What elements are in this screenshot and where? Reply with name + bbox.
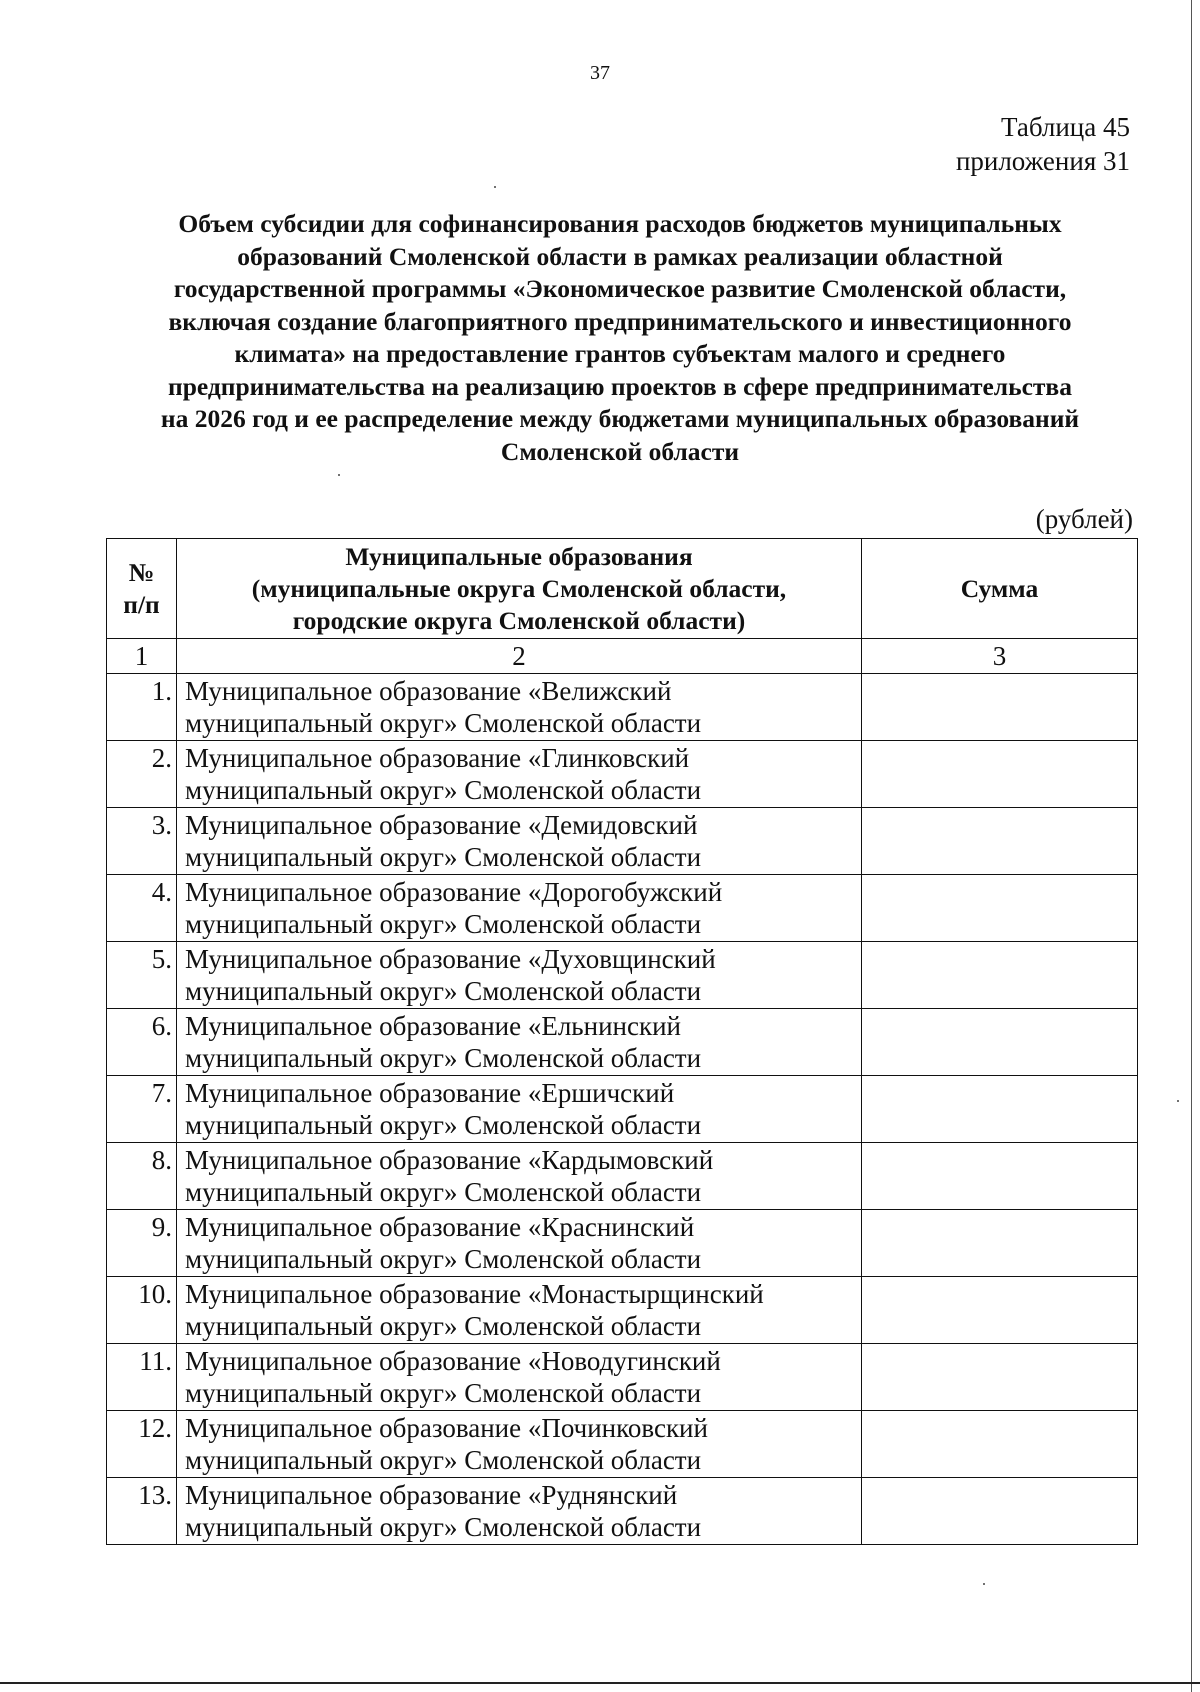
sum-cell: [862, 674, 1138, 741]
table-row: [107, 674, 1138, 741]
title-line: на 2026 год и ее распределение между бюджетами муниципальных образований: [160, 404, 1080, 433]
scan-speck: [1177, 1100, 1179, 1102]
table-row: [107, 1277, 1138, 1344]
header-number: № п/п: [107, 539, 177, 639]
sum-cell: [862, 1344, 1138, 1411]
municipality-name: Муниципальное образование «Новодугинский муниципальный округ» Смоленской области: [177, 1344, 862, 1411]
row-number: 6.: [107, 1009, 177, 1076]
scan-speck: [494, 186, 496, 188]
municipality-name: Муниципальное образование «Ершичский муниципальный округ» Смоленской области: [177, 1076, 862, 1143]
sum-cell: [862, 1210, 1138, 1277]
row-number: 8.: [107, 1143, 177, 1210]
header-sum: Сумма: [862, 539, 1138, 639]
header-municipality: Муниципальные образования (муниципальные округа Смоленской области, городские округа Смоленской области): [177, 539, 862, 639]
column-number: 2: [177, 639, 862, 674]
table-row: [107, 741, 1138, 808]
scan-bottom-edge: [0, 1682, 1200, 1684]
table-row: [107, 1411, 1138, 1478]
sum-cell: [862, 1277, 1138, 1344]
sum-cell: [862, 1076, 1138, 1143]
row-number: 7.: [107, 1076, 177, 1143]
table-row: [107, 1210, 1138, 1277]
table-row: [107, 808, 1138, 875]
table-row: [107, 1076, 1138, 1143]
unit-label: (рублей): [1035, 504, 1133, 534]
row-number: 2.: [107, 741, 177, 808]
municipality-name: Муниципальное образование «Демидовский муниципальный округ» Смоленской области: [177, 808, 862, 875]
sum-cell: [862, 741, 1138, 808]
municipality-name: Муниципальное образование «Ельнинский муниципальный округ» Смоленской области: [177, 1009, 862, 1076]
row-number: 9.: [107, 1210, 177, 1277]
column-number: 1: [107, 639, 177, 674]
scan-edge-line: [1191, 0, 1192, 1692]
column-numbers-row: [107, 639, 1138, 674]
row-number: 3.: [107, 808, 177, 875]
document-title: [100, 208, 1140, 468]
row-number: 5.: [107, 942, 177, 1009]
subsidy-table: [106, 538, 1138, 1545]
row-number: 4.: [107, 875, 177, 942]
municipality-name: Муниципальное образование «Починковский муниципальный округ» Смоленской области: [177, 1411, 862, 1478]
table-row: [107, 942, 1138, 1009]
row-number: 12.: [107, 1411, 177, 1478]
municipality-name: Муниципальное образование «Глинковский муниципальный округ» Смоленской области: [177, 741, 862, 808]
table-reference-number: Таблица 45: [1001, 112, 1130, 142]
row-number: 11.: [107, 1344, 177, 1411]
sum-cell: [862, 1411, 1138, 1478]
title-line: предпринимательства на реализацию проектов в сфере предпринимательства: [168, 371, 1072, 401]
municipality-name: Муниципальное образование «Дорогобужский муниципальный округ» Смоленской области: [177, 875, 862, 942]
column-number: 3: [862, 639, 1138, 674]
scan-speck: [983, 1583, 985, 1585]
row-number: 13.: [107, 1478, 177, 1545]
table-row: [107, 1344, 1138, 1411]
scan-speck: [338, 474, 340, 476]
title-line: климата» на предоставление грантов субъектам малого и среднего: [234, 339, 1006, 368]
title-line: образований Смоленской области в рамках реализации областной: [237, 241, 1003, 271]
municipality-name: Муниципальное образование «Кардымовский муниципальный округ» Смоленской области: [177, 1143, 862, 1210]
municipality-name: Муниципальное образование «Духовщинский муниципальный округ» Смоленской области: [177, 942, 862, 1009]
sum-cell: [862, 1143, 1138, 1210]
municipality-name: Муниципальное образование «Велижский муниципальный округ» Смоленской области: [177, 674, 862, 741]
row-number: 1.: [107, 674, 177, 741]
table-row: [107, 875, 1138, 942]
table-reference: [956, 110, 1130, 178]
sum-cell: [862, 875, 1138, 942]
municipality-name: Муниципальное образование «Руднянский муниципальный округ» Смоленской области: [177, 1478, 862, 1545]
title-line: включая создание благоприятного предпринимательского и инвестиционного: [168, 306, 1072, 336]
municipality-name: Муниципальное образование «Монастырщинский муниципальный округ» Смоленской области: [177, 1277, 862, 1344]
title-line: Объем субсидии для софинансирования расходов бюджетов муниципальных: [178, 209, 1062, 238]
title-line: Смоленской области: [500, 436, 740, 466]
sum-cell: [862, 942, 1138, 1009]
page-number: 37: [590, 62, 610, 84]
sum-cell: [862, 1478, 1138, 1545]
table-row: [107, 1143, 1138, 1210]
table-row: [107, 1478, 1138, 1545]
sum-cell: [862, 808, 1138, 875]
table-header-row: [107, 539, 1138, 639]
table-reference-appendix: приложения 31: [955, 146, 1130, 176]
sum-cell: [862, 1009, 1138, 1076]
table-row: [107, 1009, 1138, 1076]
municipality-name: Муниципальное образование «Краснинский муниципальный округ» Смоленской области: [177, 1210, 862, 1277]
title-line: государственной программы «Экономическое развитие Смоленской области,: [173, 274, 1067, 303]
row-number: 10.: [107, 1277, 177, 1344]
